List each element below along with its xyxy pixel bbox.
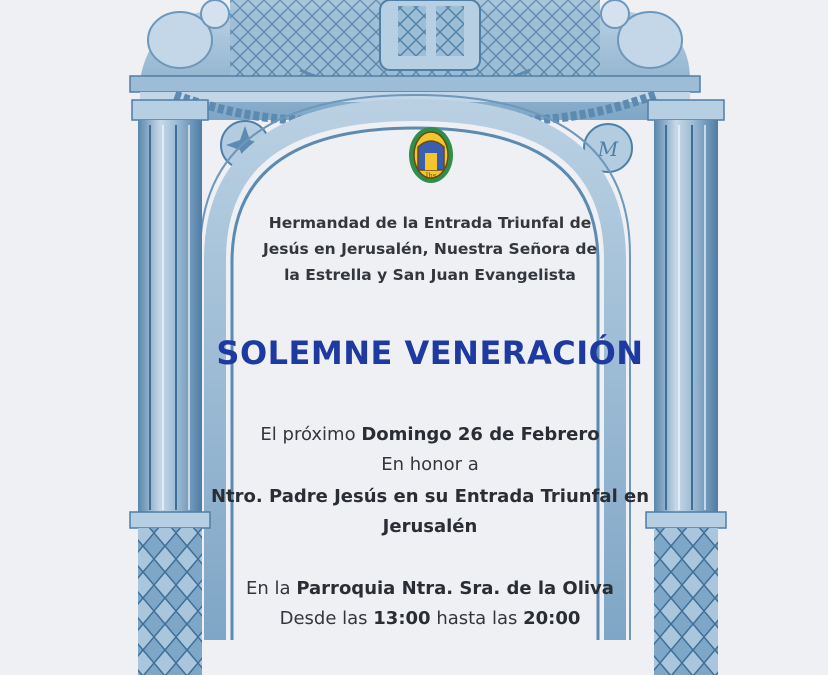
time-middle: hasta las bbox=[436, 608, 518, 629]
place-line bbox=[200, 574, 660, 604]
time-end: 20:00 bbox=[523, 608, 581, 629]
time-line bbox=[200, 604, 660, 634]
svg-text:M: M bbox=[597, 137, 619, 161]
honor-line: En honor a bbox=[381, 454, 479, 475]
brotherhood-crest-icon bbox=[409, 127, 453, 183]
event-place: Parroquia Ntra. Sra. de la Oliva bbox=[296, 578, 614, 599]
time-prefix: Desde las bbox=[279, 608, 368, 629]
honoree-line: Ntro. Padre Jesús en su Entrada Triunfal en bbox=[210, 486, 650, 507]
brotherhood-name-line: Hermandad de la Entrada Triunfal de bbox=[268, 214, 592, 232]
time-start: 13:00 bbox=[373, 608, 431, 629]
date-prefix: El próximo bbox=[260, 424, 356, 445]
event-title: SOLEMNE VENERACIÓN bbox=[216, 334, 644, 372]
brotherhood-name-line: Jesús en Jerusalén, Nuestra Señora de bbox=[262, 240, 597, 258]
honoree-line: Jerusalén bbox=[382, 516, 478, 537]
place-time-block bbox=[200, 574, 660, 634]
event-date: Domingo 26 de Febrero bbox=[361, 424, 600, 445]
svg-text:Jhs: Jhs bbox=[425, 172, 437, 180]
left-column bbox=[130, 100, 210, 675]
brotherhood-name-line: la Estrella y San Juan Evangelista bbox=[284, 266, 576, 284]
brotherhood-name bbox=[200, 210, 660, 288]
honoree-block bbox=[200, 482, 660, 542]
place-prefix: En la bbox=[246, 578, 291, 599]
event-date-block bbox=[200, 420, 660, 480]
event-date-line bbox=[200, 420, 660, 450]
